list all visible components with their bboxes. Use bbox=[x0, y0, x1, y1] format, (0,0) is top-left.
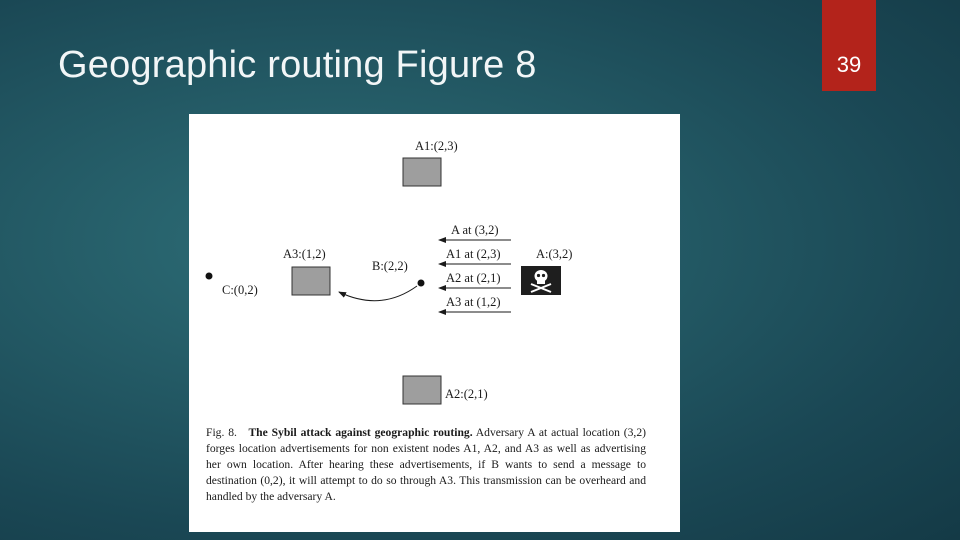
node-dot-c bbox=[206, 273, 213, 280]
node-dot-b bbox=[418, 280, 425, 287]
node-label-b: B:(2,2) bbox=[372, 259, 408, 273]
node-box-a3 bbox=[292, 267, 330, 295]
node-label-a3: A3:(1,2) bbox=[283, 247, 326, 261]
node-label-a: A:(3,2) bbox=[536, 247, 573, 261]
caption-label: Fig. 8. bbox=[206, 426, 237, 439]
caption-body: Adversary A at actual location (3,2) forges location advertisements for non existent nodes A1, A2, and A3 as well as advertising her own location. After hearing these advertisements, if B wants to send a message to destination (0,2), it will attempt to do so through A3. This transmission can be overheard and handled by the adversary A. bbox=[206, 426, 646, 503]
b-to-a3-arrow bbox=[339, 286, 417, 301]
slide-title: Geographic routing Figure 8 bbox=[58, 44, 537, 86]
figure-caption bbox=[206, 425, 646, 505]
caption-title: The Sybil attack against geographic routing. bbox=[248, 426, 473, 439]
advert-label-1: A at (3,2) bbox=[451, 223, 499, 237]
figure-panel bbox=[189, 114, 680, 532]
node-box-a1 bbox=[403, 158, 441, 186]
page-number-badge bbox=[822, 0, 876, 91]
node-label-a1: A1:(2,3) bbox=[415, 139, 458, 153]
page-number: 39 bbox=[836, 52, 862, 77]
node-label-c: C:(0,2) bbox=[222, 283, 258, 297]
advert-label-2: A1 at (2,3) bbox=[446, 247, 501, 261]
node-label-a2: A2:(2,1) bbox=[445, 387, 488, 401]
advert-label-3: A2 at (2,1) bbox=[446, 271, 501, 285]
node-box-a2 bbox=[403, 376, 441, 404]
advert-label-4: A3 at (1,2) bbox=[446, 295, 501, 309]
skull-icon bbox=[521, 266, 561, 295]
